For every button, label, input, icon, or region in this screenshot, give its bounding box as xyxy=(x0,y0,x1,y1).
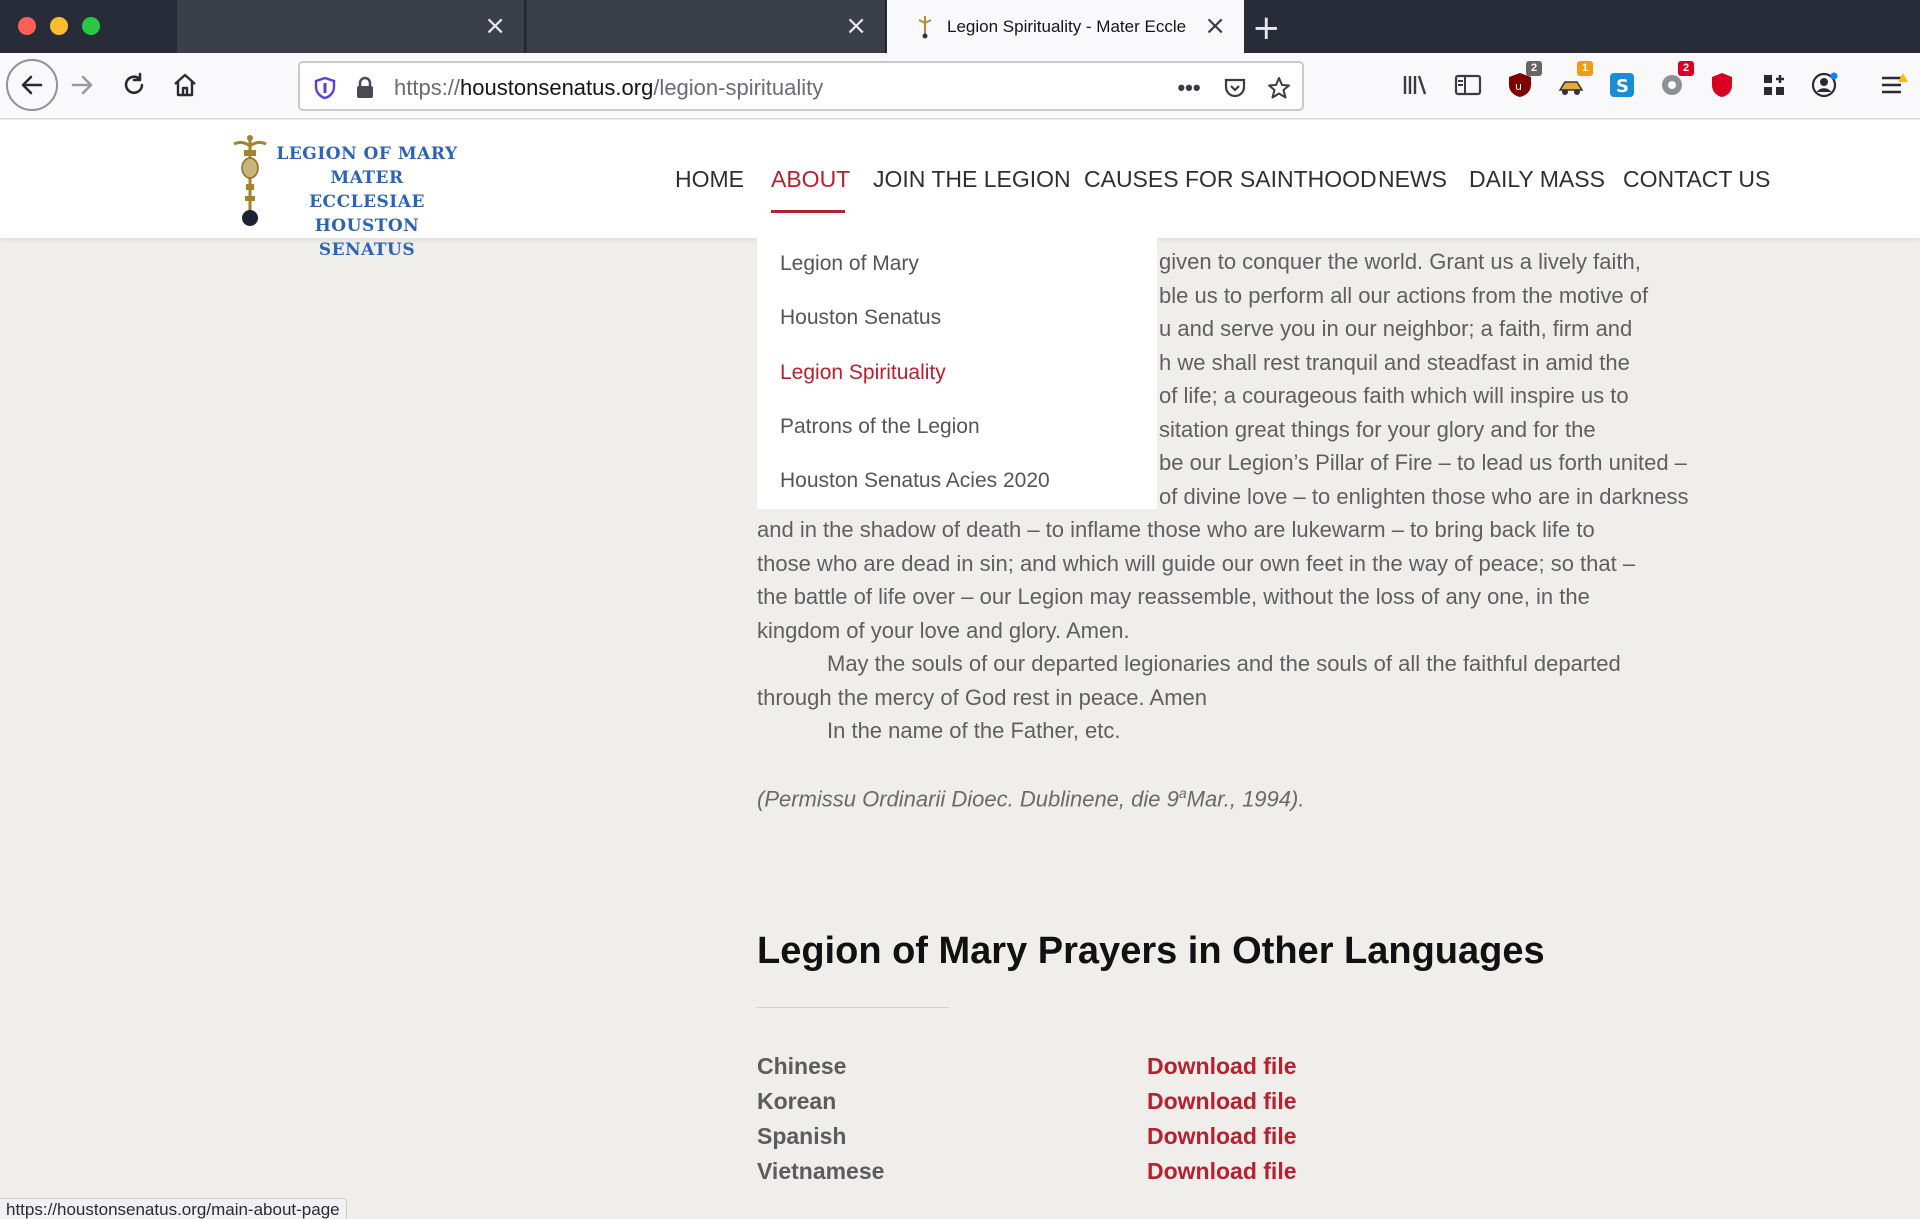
language-name: Chinese xyxy=(757,1053,847,1079)
language-name: Vietnamese xyxy=(757,1158,885,1184)
logo-line-1: LEGION OF MARY xyxy=(276,144,458,164)
heading-divider xyxy=(757,1007,949,1008)
browser-tab-bar xyxy=(0,0,1920,53)
url-scheme: https:// xyxy=(394,75,461,100)
browser-tab-1[interactable] xyxy=(177,0,525,53)
url-path: /legion-spirituality xyxy=(653,75,824,100)
browser-toolbar xyxy=(0,53,1920,119)
home-button[interactable] xyxy=(165,65,205,105)
citation-superscript: a xyxy=(1178,785,1187,801)
site-logo-text[interactable] xyxy=(274,142,460,262)
prayer-line: the battle of life over – our Legion may reassemble, without the loss of any one, in the xyxy=(757,584,1590,609)
prayer-line: those who are dead in sin; and which will guide our own feet in the way of peace; so that – xyxy=(757,551,1636,576)
download-file-link[interactable]: Download file xyxy=(1147,1088,1297,1114)
language-row xyxy=(757,1088,1457,1122)
reload-icon xyxy=(121,72,147,98)
bookmark-star-icon[interactable] xyxy=(1266,75,1292,101)
prayer-fragment: of divine love – to enlighten those who are in darkness xyxy=(1159,484,1689,509)
citation-text-end: Mar., 1994). xyxy=(1186,786,1305,812)
nav-news[interactable]: NEWS xyxy=(1378,166,1447,192)
download-file-link[interactable]: Download file xyxy=(1147,1053,1297,1079)
about-dropdown-menu xyxy=(757,237,1157,509)
pocket-icon[interactable] xyxy=(1222,75,1248,101)
new-tab-button[interactable]: + xyxy=(1252,8,1281,48)
nav-join-the-legion[interactable]: JOIN THE LEGION xyxy=(873,166,1071,192)
download-file-link[interactable]: Download file xyxy=(1147,1158,1297,1184)
address-bar[interactable] xyxy=(298,61,1304,111)
nav-causes-for-sainthood[interactable]: CAUSES FOR SAINTHOOD xyxy=(1084,166,1377,192)
nav-contact-us[interactable]: CONTACT US xyxy=(1623,166,1771,192)
prayer-fragment: u and serve you in our neighbor; a faith, firm and xyxy=(1159,316,1633,341)
account-icon[interactable] xyxy=(1808,69,1840,101)
site-header xyxy=(0,120,1920,260)
prayer-fragment: ble us to perform all our actions from the motive of xyxy=(1159,283,1649,308)
library-icon[interactable] xyxy=(1400,69,1432,101)
site-favicon-icon xyxy=(915,14,935,40)
language-row xyxy=(757,1123,1457,1157)
close-tab-icon[interactable]: × xyxy=(845,11,867,41)
extension-orange-badge: 1 xyxy=(1577,61,1593,76)
prayer-fragment: h we shall rest tranquil and steadfast in amid the xyxy=(1159,350,1630,375)
download-file-link[interactable]: Download file xyxy=(1147,1123,1297,1149)
language-row xyxy=(757,1158,1457,1192)
extension-vehicle-icon[interactable] xyxy=(1555,62,1589,101)
language-row xyxy=(757,1053,1457,1087)
legion-vexillum-logo-icon[interactable] xyxy=(228,132,272,228)
skype-extension-icon[interactable] xyxy=(1606,69,1638,101)
window-close-button[interactable] xyxy=(18,17,36,35)
language-name: Korean xyxy=(757,1088,837,1114)
in-the-name-line: In the name of the Father, etc. xyxy=(827,718,1121,743)
logo-line-2: MATER ECCLESIAE xyxy=(309,168,425,212)
menu-hamburger-icon[interactable] xyxy=(1878,69,1910,101)
shield-extension-icon[interactable] xyxy=(1706,69,1738,101)
extension-red-badge: 2 xyxy=(1678,61,1694,76)
close-tab-icon[interactable]: × xyxy=(1204,11,1226,41)
dropdown-item-patrons-of-the-legion[interactable]: Patrons of the Legion xyxy=(780,415,980,438)
prayer-fragment: given to conquer the world. Grant us a lively faith, xyxy=(1159,249,1641,274)
tracking-protection-shield-icon[interactable] xyxy=(312,75,338,101)
window-zoom-button[interactable] xyxy=(82,17,100,35)
imprimatur-citation xyxy=(757,785,1304,812)
page-actions-ellipsis-icon[interactable]: ••• xyxy=(1177,75,1201,100)
language-name: Spanish xyxy=(757,1123,847,1149)
window-minimize-button[interactable] xyxy=(50,17,68,35)
svg-text:u: u xyxy=(1515,80,1522,93)
extensions-grid-icon[interactable] xyxy=(1758,69,1790,101)
home-icon xyxy=(171,71,199,99)
ublock-badge: 2 xyxy=(1526,61,1542,76)
nav-home[interactable]: HOME xyxy=(675,166,744,192)
dropdown-item-legion-spirituality[interactable]: Legion Spirituality xyxy=(780,361,946,384)
logo-line-3: HOUSTON SENATUS xyxy=(314,216,420,260)
prayer-line: kingdom of your love and glory. Amen. xyxy=(757,618,1130,643)
citation-text: (Permissu Ordinarii Dioec. Dublinene, die 9 xyxy=(757,786,1179,812)
prayer-fragment: sitation great things for your glory and for the xyxy=(1159,417,1596,442)
close-tab-icon[interactable]: × xyxy=(484,11,506,41)
back-button[interactable] xyxy=(6,59,58,111)
tab-title: Legion Spirituality - Mater Eccle xyxy=(947,16,1187,36)
nav-daily-mass[interactable]: DAILY MASS xyxy=(1469,166,1605,192)
forward-button[interactable] xyxy=(62,65,102,105)
languages-section-heading: Legion of Mary Prayers in Other Languages xyxy=(757,930,1545,972)
url-host: houstonsenatus.org xyxy=(460,75,654,100)
extension-gear-icon[interactable] xyxy=(1656,62,1690,101)
sidebar-icon[interactable] xyxy=(1452,69,1484,101)
browser-tab-2[interactable] xyxy=(527,0,886,53)
arrow-right-icon xyxy=(69,72,95,98)
dropdown-item-houston-senatus-acies-2020[interactable]: Houston Senatus Acies 2020 xyxy=(780,469,1050,492)
ublock-origin-icon[interactable] xyxy=(1504,62,1538,101)
dropdown-item-legion-of-mary[interactable]: Legion of Mary xyxy=(780,252,919,275)
departed-souls-line-2: through the mercy of God rest in peace. Amen xyxy=(757,685,1208,710)
dropdown-item-houston-senatus[interactable]: Houston Senatus xyxy=(780,306,942,329)
lock-icon[interactable] xyxy=(352,75,378,101)
reload-button[interactable] xyxy=(114,65,154,105)
nav-about[interactable]: ABOUT xyxy=(771,166,851,192)
browser-tab-active[interactable] xyxy=(887,0,1244,53)
prayer-fragment: of life; a courageous faith which will inspire us to xyxy=(1159,383,1629,408)
arrow-left-icon xyxy=(19,72,45,98)
url-text[interactable] xyxy=(394,75,823,101)
link-status-bar: https://houstonsenatus.org/main-about-page xyxy=(0,1198,347,1219)
nav-active-underline xyxy=(771,210,845,213)
departed-souls-line-1: May the souls of our departed legionaries and the souls of all the faithful departed xyxy=(827,651,1621,676)
prayer-fragment: be our Legion’s Pillar of Fire – to lead us forth united – xyxy=(1159,450,1687,475)
prayer-line: and in the shadow of death – to inflame those who are lukewarm – to bring back life to xyxy=(757,517,1595,542)
svg-text:S: S xyxy=(1616,76,1629,97)
